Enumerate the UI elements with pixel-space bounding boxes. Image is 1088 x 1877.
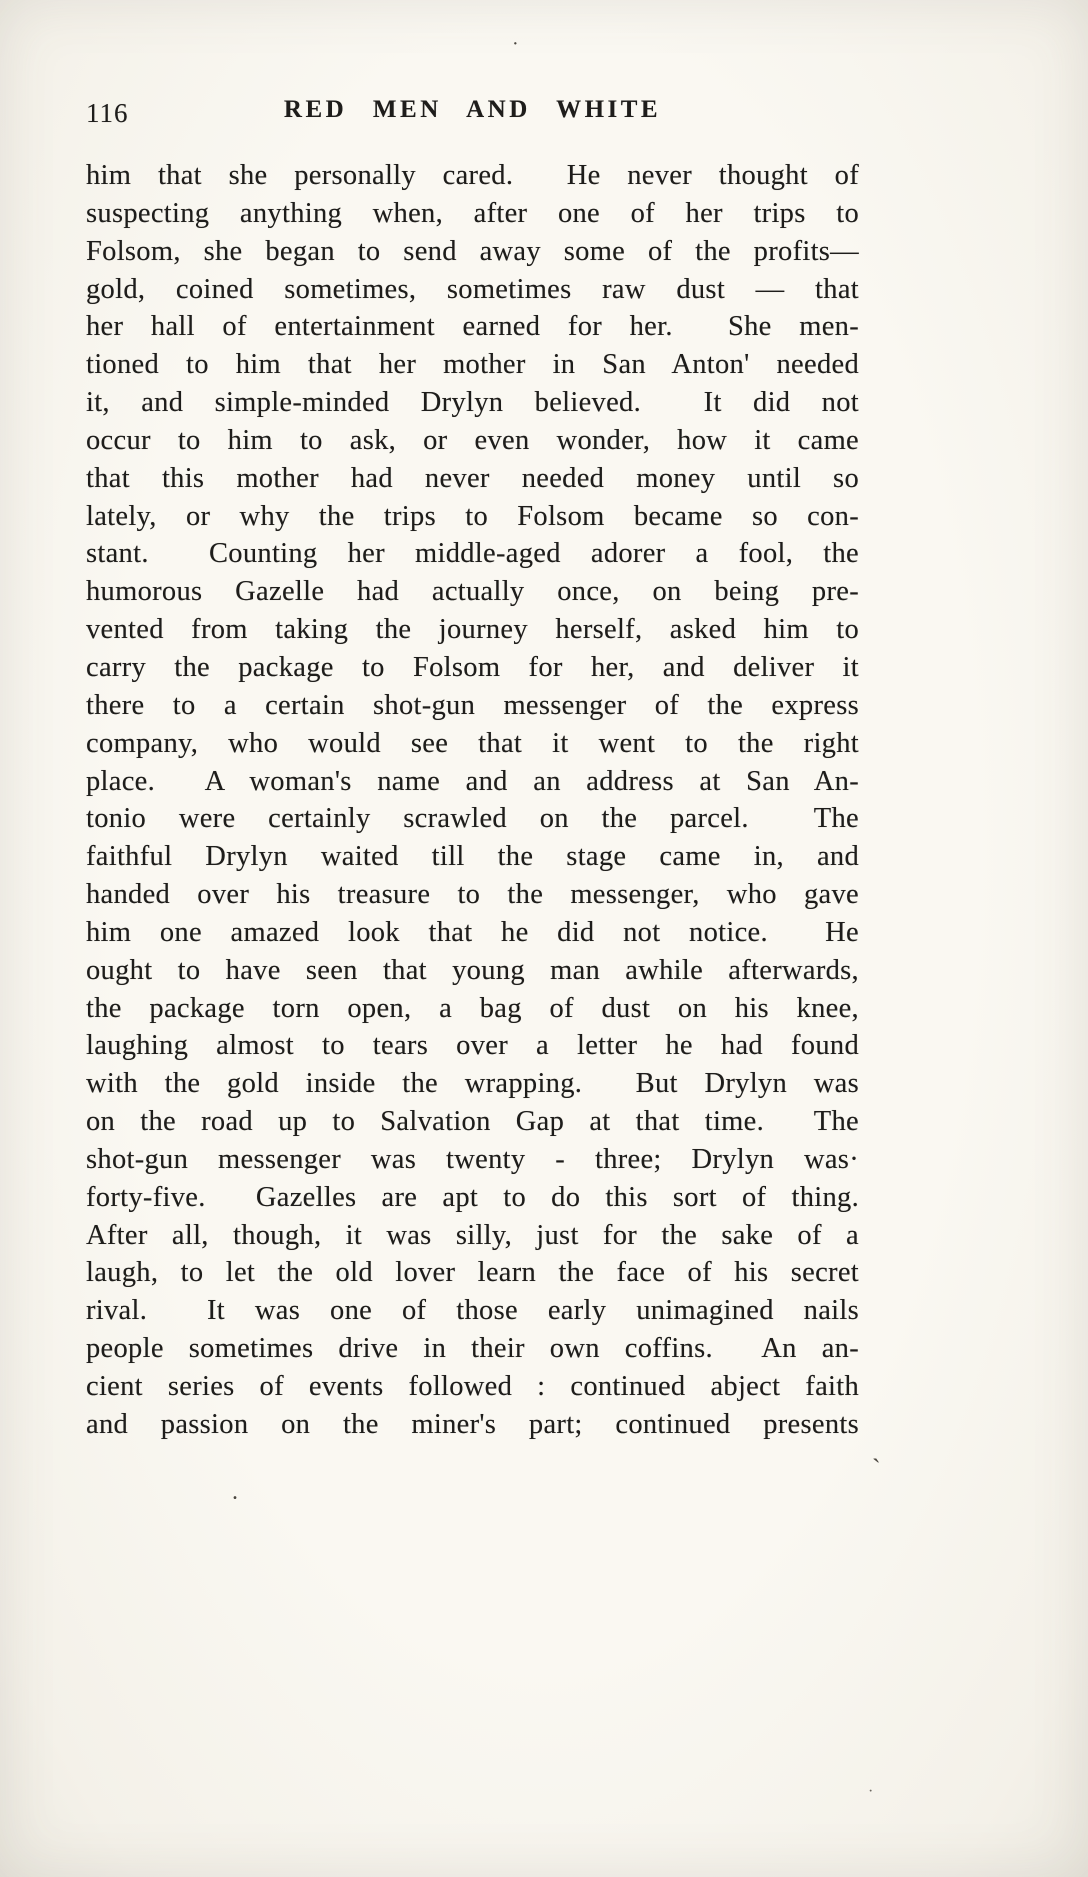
text-line: vented from taking the journey herself, asked him to bbox=[86, 614, 859, 646]
text-line: people sometimes drive in their own coffins. An an- bbox=[86, 1333, 859, 1365]
text-line: laugh, to let the old lover learn the face of his secret bbox=[86, 1257, 859, 1289]
text-line: place. A woman's name and an address at San An- bbox=[86, 765, 859, 797]
text-line: stant. Counting her middle-aged adorer a fool, the bbox=[86, 538, 859, 570]
scan-speck: · bbox=[512, 33, 519, 55]
text-line: humorous Gazelle had actually once, on being pre- bbox=[86, 576, 859, 608]
text-line: rival. It was one of those early unimagined nails bbox=[86, 1295, 859, 1327]
text-line: After all, though, it was silly, just for the sake of a bbox=[86, 1219, 859, 1251]
text-line: tioned to him that her mother in San Anton' needed bbox=[86, 349, 859, 381]
text-line: Folsom, she began to send away some of the profits— bbox=[86, 235, 859, 267]
text-line: that this mother had never needed money until so bbox=[86, 462, 859, 494]
text-line: him that she personally cared. He never thought of bbox=[86, 160, 859, 191]
text-line: tonio were certainly scrawled on the parcel. The bbox=[86, 803, 859, 835]
text-line: with the gold inside the wrapping. But Drylyn was bbox=[86, 1068, 859, 1100]
running-header bbox=[86, 96, 859, 130]
text-line: handed over his treasure to the messenger, who gave bbox=[86, 879, 859, 911]
text-line: it, and simple-minded Drylyn believed. It did not bbox=[86, 387, 859, 419]
scan-speck: ˏ bbox=[872, 1434, 881, 1463]
text-line: cient series of events followed : continued abject faith bbox=[86, 1371, 859, 1402]
text-line: forty-five. Gazelles are apt to do this sort of thing. bbox=[86, 1181, 859, 1213]
scan-speck: . bbox=[232, 1479, 238, 1505]
text-line: carry the package to Folsom for her, and deliver it bbox=[86, 651, 859, 683]
text-line: gold, coined sometimes, sometimes raw dust — that bbox=[86, 273, 859, 305]
text-line: there to a certain shot-gun messenger of the express bbox=[86, 689, 859, 721]
text-line: and passion on the miner's part; continued presents bbox=[86, 1408, 859, 1440]
text-line: laughing almost to tears over a letter he had found bbox=[86, 1030, 859, 1062]
page-text bbox=[86, 157, 859, 1444]
text-line: on the road up to Salvation Gap at that time. The bbox=[86, 1106, 859, 1138]
text-line: shot-gun messenger was twenty - three; Drylyn was· bbox=[86, 1143, 859, 1175]
text-line: ought to have seen that young man awhile afterwards, bbox=[86, 954, 859, 986]
text-line: the package torn open, a bag of dust on his knee, bbox=[86, 992, 859, 1024]
page-number: 116 bbox=[86, 98, 129, 128]
text-line: lately, or why the trips to Folsom became so con- bbox=[86, 500, 859, 532]
text-line: her hall of entertainment earned for her. She men- bbox=[86, 311, 859, 343]
text-line: occur to him to ask, or even wonder, how it came bbox=[86, 424, 859, 456]
text-line: suspecting anything when, after one of her trips to bbox=[86, 197, 859, 229]
text-line: him one amazed look that he did not notice. He bbox=[86, 916, 859, 948]
text-line: company, who would see that it went to the right bbox=[86, 727, 859, 759]
text-line: faithful Drylyn waited till the stage came in, and bbox=[86, 841, 859, 873]
running-header-title: RED MEN AND WHITE bbox=[283, 96, 662, 123]
scan-speck: · bbox=[868, 1783, 874, 1800]
